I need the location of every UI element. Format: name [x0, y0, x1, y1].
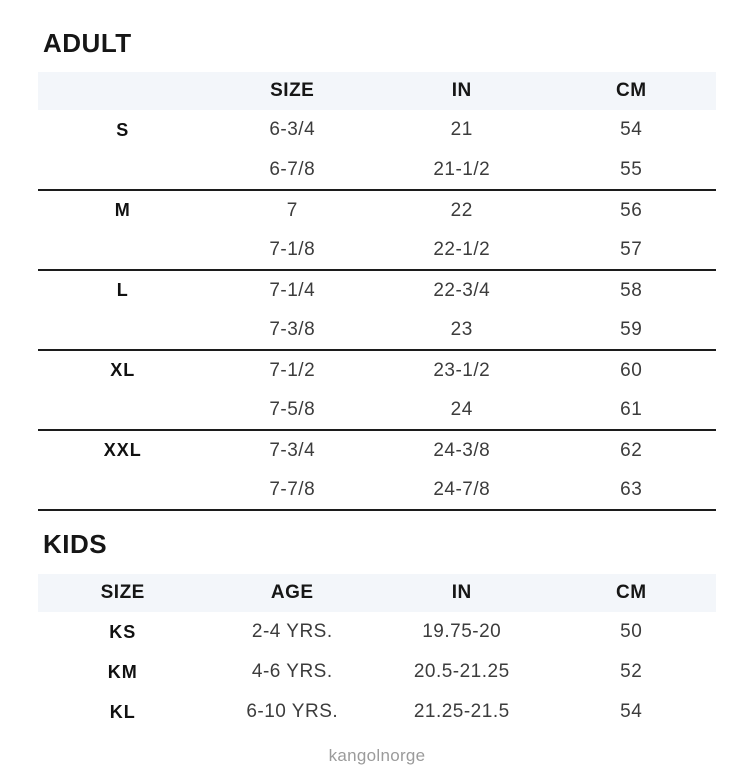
kids-section-title: KIDS — [43, 529, 108, 559]
cm-value: 60 — [620, 359, 643, 381]
size-group-label — [38, 150, 208, 190]
size-value: 7-1/2 — [269, 359, 316, 381]
size-group-label — [38, 310, 208, 350]
adult-header-cm: CM — [547, 72, 717, 110]
size-value: 7-3/8 — [208, 310, 378, 350]
kids-header-in: IN — [377, 574, 547, 612]
size-value: 7-3/4 — [269, 439, 316, 461]
table-row — [38, 612, 716, 652]
cm-value: 63 — [547, 470, 717, 510]
table-row — [38, 230, 716, 270]
kids-header-row — [38, 574, 716, 612]
kids-header-age: AGE — [208, 574, 378, 612]
kids-header-size: SIZE — [38, 574, 208, 612]
inches-value: 19.75-20 — [422, 621, 502, 642]
cm-value: 54 — [620, 701, 643, 722]
size-group-label — [38, 470, 208, 510]
table-row — [38, 470, 716, 510]
adult-size-table — [38, 72, 716, 511]
table-row — [38, 390, 716, 430]
table-row — [38, 692, 716, 732]
size-value: 7-7/8 — [208, 470, 378, 510]
inches-value: 24-7/8 — [377, 470, 547, 510]
inches-value: 21 — [450, 119, 473, 140]
size-value: 7-1/4 — [269, 279, 316, 301]
cm-value: 58 — [620, 279, 643, 301]
inches-value: 24 — [377, 390, 547, 430]
inches-value: 23 — [377, 310, 547, 350]
inches-value: 22 — [450, 199, 473, 221]
table-row — [38, 150, 716, 190]
table-row — [38, 652, 716, 692]
size-group-label: XXL — [103, 440, 142, 460]
cm-value: 62 — [620, 439, 643, 461]
kids-header-cm: CM — [547, 574, 717, 612]
inches-value: 22-3/4 — [433, 279, 491, 301]
brand-footer-text: kangolnorge — [328, 746, 426, 765]
kids-size-label: KM — [107, 661, 138, 682]
size-group-label: M — [114, 200, 131, 220]
size-value: 6-3/4 — [269, 119, 316, 140]
size-group-label — [38, 390, 208, 430]
size-group-label: S — [116, 119, 130, 140]
adult-table-header — [38, 72, 716, 110]
size-value: 7-1/8 — [208, 230, 378, 270]
adult-header-blank — [38, 72, 208, 110]
size-value: 6-7/8 — [208, 150, 378, 190]
table-row — [38, 190, 716, 230]
size-value: 7 — [286, 199, 298, 221]
table-row — [38, 310, 716, 350]
age-value: 6-10 YRS. — [246, 701, 339, 722]
size-group-label: L — [116, 280, 129, 300]
table-row — [38, 350, 716, 390]
table-row — [38, 430, 716, 470]
age-value: 4-6 YRS. — [251, 661, 333, 682]
size-group-label: XL — [110, 360, 136, 380]
cm-value: 59 — [547, 310, 717, 350]
inches-value: 20.5-21.25 — [413, 661, 510, 682]
cm-value: 57 — [547, 230, 717, 270]
size-group-label — [38, 230, 208, 270]
kids-size-label: KL — [109, 701, 136, 722]
cm-value: 61 — [547, 390, 717, 430]
cm-value: 56 — [620, 199, 643, 221]
cm-value: 55 — [547, 150, 717, 190]
adult-header-in: IN — [377, 72, 547, 110]
adult-header-size: SIZE — [208, 72, 378, 110]
table-row — [38, 110, 716, 150]
inches-value: 21.25-21.5 — [413, 701, 510, 722]
adult-section-title: ADULT — [43, 28, 132, 58]
cm-value: 52 — [620, 661, 643, 682]
kids-table-header — [38, 574, 716, 612]
table-row — [38, 270, 716, 310]
inches-value: 21-1/2 — [377, 150, 547, 190]
kids-size-label: KS — [109, 621, 137, 642]
age-value: 2-4 YRS. — [251, 621, 333, 642]
size-value: 7-5/8 — [208, 390, 378, 430]
inches-value: 22-1/2 — [377, 230, 547, 270]
cm-value: 50 — [620, 621, 643, 642]
kids-size-table — [38, 574, 716, 732]
cm-value: 54 — [620, 119, 643, 140]
inches-value: 24-3/8 — [433, 439, 491, 461]
inches-value: 23-1/2 — [433, 359, 491, 381]
adult-header-row — [38, 72, 716, 110]
